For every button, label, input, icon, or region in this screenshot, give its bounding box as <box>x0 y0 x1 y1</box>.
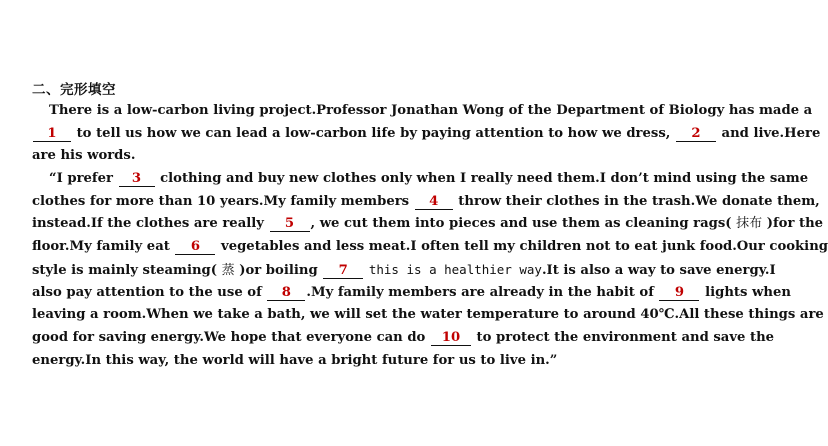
text: “I prefer <box>49 171 113 187</box>
text: .My family members are already in the habit of <box>306 284 654 300</box>
blank-5[interactable]: 5 <box>270 216 310 232</box>
passage-line-11 <box>32 327 775 350</box>
section-title: 二、完形填空 <box>32 82 116 98</box>
text: are his words. <box>32 148 136 164</box>
passage-line-9 <box>32 282 791 305</box>
text: , we cut them into pieces and use them as cleaning rags( <box>310 216 732 232</box>
text: throw their clothes in the trash.We donate them, <box>458 193 820 209</box>
passage-line-2 <box>32 123 821 146</box>
text: )for the <box>766 216 824 232</box>
text: floor.My family eat <box>32 239 170 255</box>
text: good for saving energy.We hope that everyone can do <box>32 329 426 345</box>
text: clothing and buy new clothes only when I really need them.I don’t mind using the same <box>160 171 809 187</box>
text: to tell us how we can lead a low-carbon life by paying attention to how we dress, <box>76 125 671 141</box>
text: vegetables and less meat.I often tell my children not to eat junk food.Our cooking <box>221 239 828 255</box>
blank-9[interactable]: 9 <box>659 285 699 301</box>
blank-7[interactable]: 7 <box>323 263 363 279</box>
chinese-gloss: 蒸 <box>221 262 235 278</box>
text: this is a healthier way <box>368 261 542 277</box>
passage-line-12 <box>32 350 770 373</box>
text: There is a low-carbon living project.Professor Jonathan Wong of the Department of Biology has made a <box>49 103 813 118</box>
blank-6[interactable]: 6 <box>175 239 215 255</box>
blank-2[interactable]: 2 <box>676 126 716 142</box>
blank-3[interactable]: 3 <box>119 171 155 187</box>
chinese-gloss: 抹布 <box>736 216 763 232</box>
passage-line-7 <box>32 236 828 259</box>
blank-8[interactable]: 8 <box>267 285 305 301</box>
passage-line-10 <box>32 304 824 327</box>
passage-line-4 <box>32 168 809 191</box>
text: lights when <box>705 284 791 300</box>
text: )or boiling <box>239 262 318 278</box>
text: and live.Here <box>721 125 821 141</box>
blank-10[interactable]: 10 <box>431 330 471 346</box>
passage-line-3 <box>32 145 770 168</box>
passage-line-1 <box>32 100 813 123</box>
text: to protect the environment and save the <box>476 329 775 345</box>
passage-line-5 <box>32 191 820 214</box>
text: energy.In this way, the world will have a bright future for us to live in.” <box>32 352 558 368</box>
text: style is mainly steaming( <box>32 262 218 278</box>
text: also pay attention to the use of <box>32 284 262 300</box>
blank-4[interactable]: 4 <box>415 194 453 210</box>
passage-line-8 <box>32 259 776 282</box>
text: leaving a room.When we take a bath, we will set the water temperature to around 40℃.All these things are <box>32 307 824 323</box>
passage <box>32 100 828 372</box>
passage-line-6 <box>32 213 824 236</box>
text: instead.If the clothes are really <box>32 216 264 232</box>
text: .It is also a way to save energy.I <box>541 262 776 278</box>
blank-1[interactable]: 1 <box>33 126 71 142</box>
text: clothes for more than 10 years.My family members <box>32 193 410 209</box>
